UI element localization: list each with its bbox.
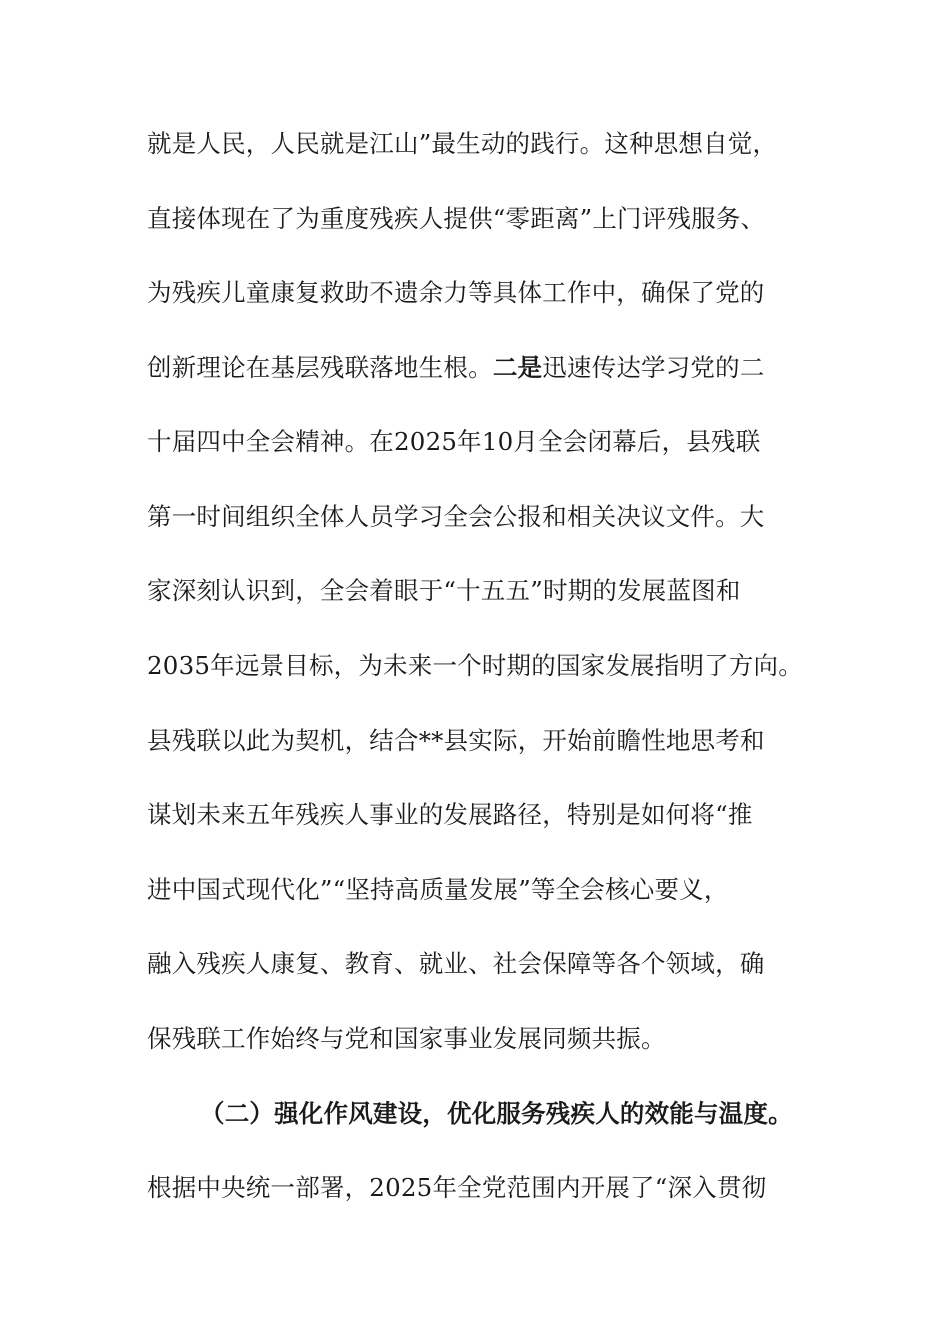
- text-line: 融入残疾人康复、教育、就业、社会保障等各个领域，确: [147, 949, 765, 978]
- text-line: 直接体现在了为重度残疾人提供“零距离”上门评残服务、: [147, 204, 766, 233]
- text-line: [147, 348, 765, 388]
- text-line: 为残疾儿童康复救助不遗余力等具体工作中，确保了党的: [147, 278, 765, 307]
- text-segment: 创新理论在基层残联落地生根。: [147, 353, 493, 382]
- emphasis-label: 二是: [492, 353, 543, 382]
- text-line: 谋划未来五年残疾人事业的发展路径，特别是如何将“推: [147, 800, 753, 829]
- text-line: 根据中央统一部署，2025年全党范围内开展了“深入贯彻: [147, 1173, 767, 1202]
- text-line: 县残联以此为契机，结合**县实际，开始前瞻性地思考和: [147, 726, 765, 755]
- text-line: 进中国式现代化”“坚持高质量发展”等全会核心要义，: [147, 875, 729, 904]
- text-line: 十届四中全会精神。在2025年10月全会闭幕后，县残联: [147, 427, 761, 456]
- text-segment: 迅速传达学习党的二: [542, 353, 765, 382]
- text-line: 就是人民，人民就是江山”最生动的践行。这种思想自觉，: [147, 129, 778, 158]
- text-line: 第一时间组织全体人员学习全会公报和相关决议文件。大: [147, 502, 765, 531]
- text-line: 保残联工作始终与党和国家事业发展同频共振。: [147, 1024, 666, 1053]
- section-heading: （二）强化作风建设，优化服务残疾人的效能与温度。: [200, 1099, 793, 1128]
- text-line: 家深刻认识到，全会着眼于“十五五”时期的发展蓝图和: [147, 576, 741, 605]
- text-line: 2035年远景目标，为未来一个时期的国家发展指明了方向。: [147, 651, 803, 680]
